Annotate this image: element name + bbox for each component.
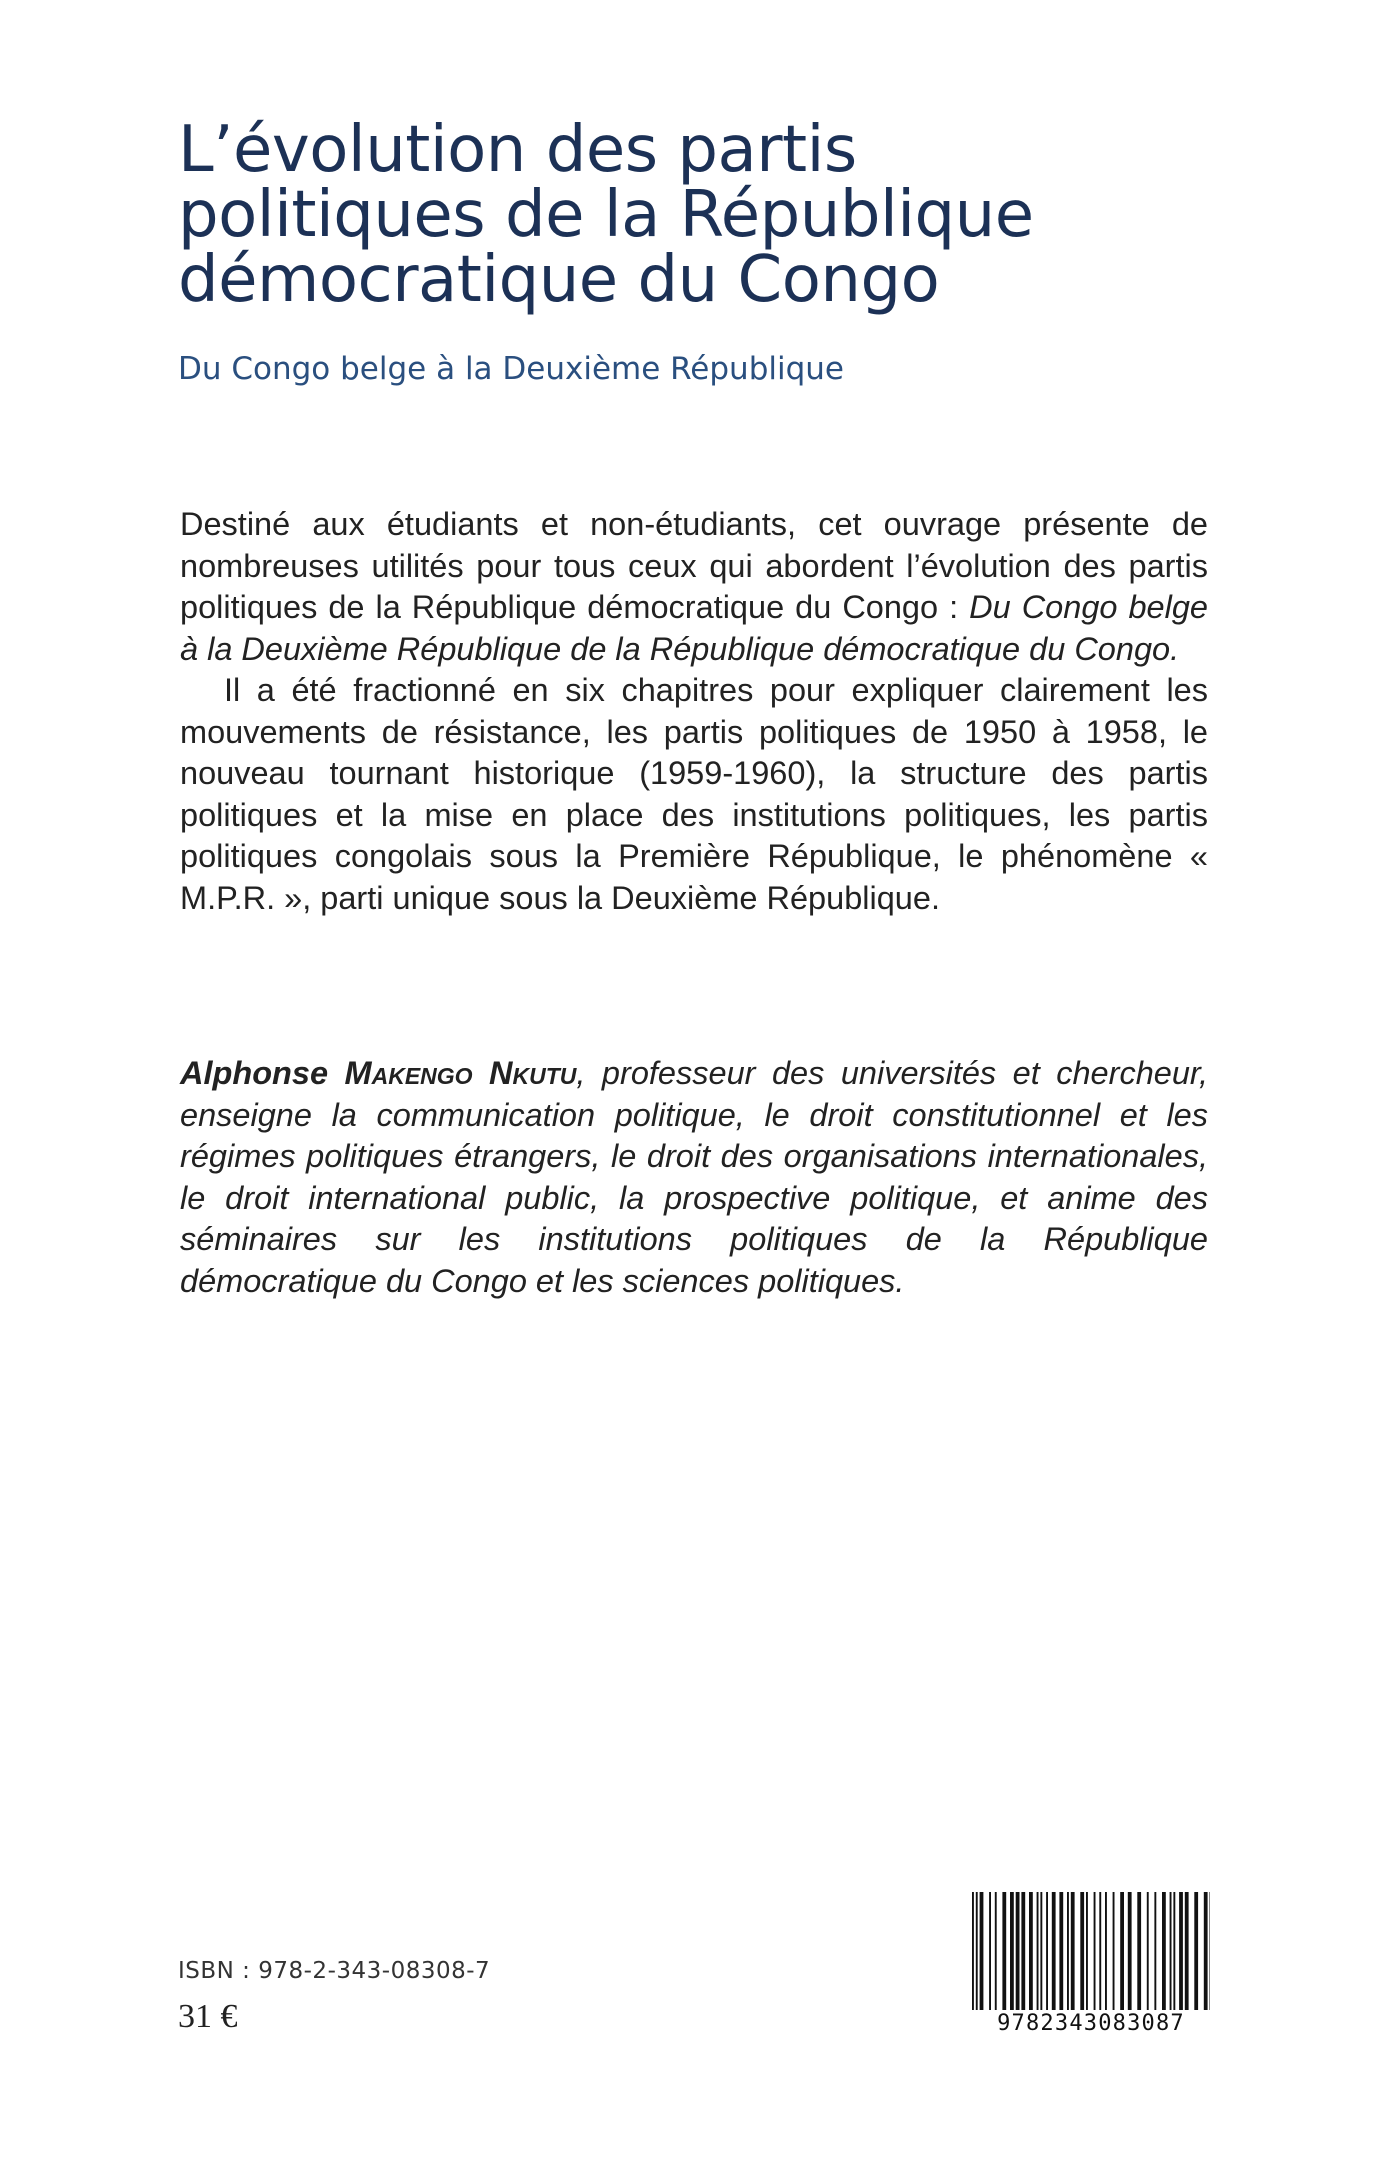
barcode-bar (1071, 1892, 1075, 2020)
barcode-bar (1040, 1892, 1042, 2020)
barcode-bar (1194, 1892, 1198, 2020)
barcode-bar (1204, 1892, 1208, 2020)
title-line-1: L’évolution des partis (178, 113, 857, 187)
barcode-bar (1029, 1892, 1033, 2020)
barcode-bar (1080, 1892, 1084, 2020)
barcode-bar (1016, 1892, 1020, 2020)
barcode-bar (1010, 1892, 1014, 2020)
barcode-bar (1052, 1892, 1056, 2020)
barcode-bar (1059, 1892, 1063, 2020)
barcode-bar (995, 1892, 997, 2020)
author-first-name: Alphonse (180, 1055, 329, 1091)
barcode-bar (1179, 1892, 1183, 2020)
barcode-bar (1120, 1892, 1124, 2020)
summary-text (180, 504, 1208, 919)
title-line-2: politiques de la République (178, 178, 1034, 252)
barcode-bar (1105, 1892, 1107, 2020)
author-bio-text: , professeur des universités et chercheur, enseigne la communication politique, le droit constitutionnel et les régimes politiques étrangers, le droit des organisations internationales, le droit international public, la prospective politique, et anime des séminaires sur les institutions politiques de la République démocratique du Congo et les sciences politiques. (180, 1055, 1208, 1299)
barcode-bar (1037, 1892, 1039, 2020)
barcode-bar (980, 1892, 984, 2020)
barcode-bar (989, 1892, 991, 2020)
barcode-bar (1154, 1892, 1156, 2020)
barcode-bar (1046, 1892, 1048, 2020)
barcode-bar (1170, 1892, 1172, 2020)
barcode-bar (1099, 1892, 1101, 2020)
barcode-bar (1128, 1892, 1132, 2020)
barcode-bar (1162, 1892, 1166, 2020)
barcode-bar (1173, 1892, 1175, 2020)
barcode (968, 1890, 1214, 2040)
barcode-bar (976, 1892, 978, 2020)
isbn: ISBN : 978-2-343-08308-7 (178, 1958, 491, 1984)
barcode-bar (1137, 1892, 1141, 2020)
book-subtitle: Du Congo belge à la Deuxième République (178, 351, 845, 387)
author-surname: Makengo Nkutu (344, 1055, 577, 1091)
barcode-bar (972, 1892, 974, 2020)
summary-paragraph-1 (180, 504, 1208, 670)
barcode-bar (1147, 1892, 1149, 2020)
barcode-bar (1185, 1892, 1189, 2020)
barcode-bar (1086, 1892, 1088, 2020)
summary-p1-text: Destiné aux étudiants et non-étudiants, cet ouvrage présente de nombreuses utilités pour tous ceux qui abordent l’évolution des partis politiques de la République démocratique du Congo : (180, 506, 1208, 625)
author-bio (180, 1053, 1208, 1302)
book-title (178, 113, 1178, 317)
barcode-digits: 9782343083087 (968, 2010, 1214, 2038)
barcode-bar (1113, 1892, 1115, 2020)
barcode-bar (1067, 1892, 1069, 2020)
barcode-bar (1002, 1892, 1006, 2020)
barcode-bar (1094, 1892, 1096, 2020)
summary-paragraph-2: Il a été fractionné en six chapitres pour expliquer clairement les mouvements de résistance, les partis politiques de 1950 à 1958, le nouveau tournant historique (1959-1960), la structure des partis politiques et la mise en place des institutions politiques, les partis politiques congolais sous la Première République, le phénomène « M.P.R. », parti unique sous la Deuxième République. (180, 672, 1208, 916)
price: 31 € (178, 1998, 238, 2035)
summary-p1-italic: Du Congo belge à la Deuxième République de la République démocratique du Congo. (180, 589, 1208, 667)
barcode-bar (1210, 1892, 1211, 2020)
title-line-3: démocratique du Congo (178, 243, 940, 317)
barcode-bar (1021, 1892, 1025, 2020)
